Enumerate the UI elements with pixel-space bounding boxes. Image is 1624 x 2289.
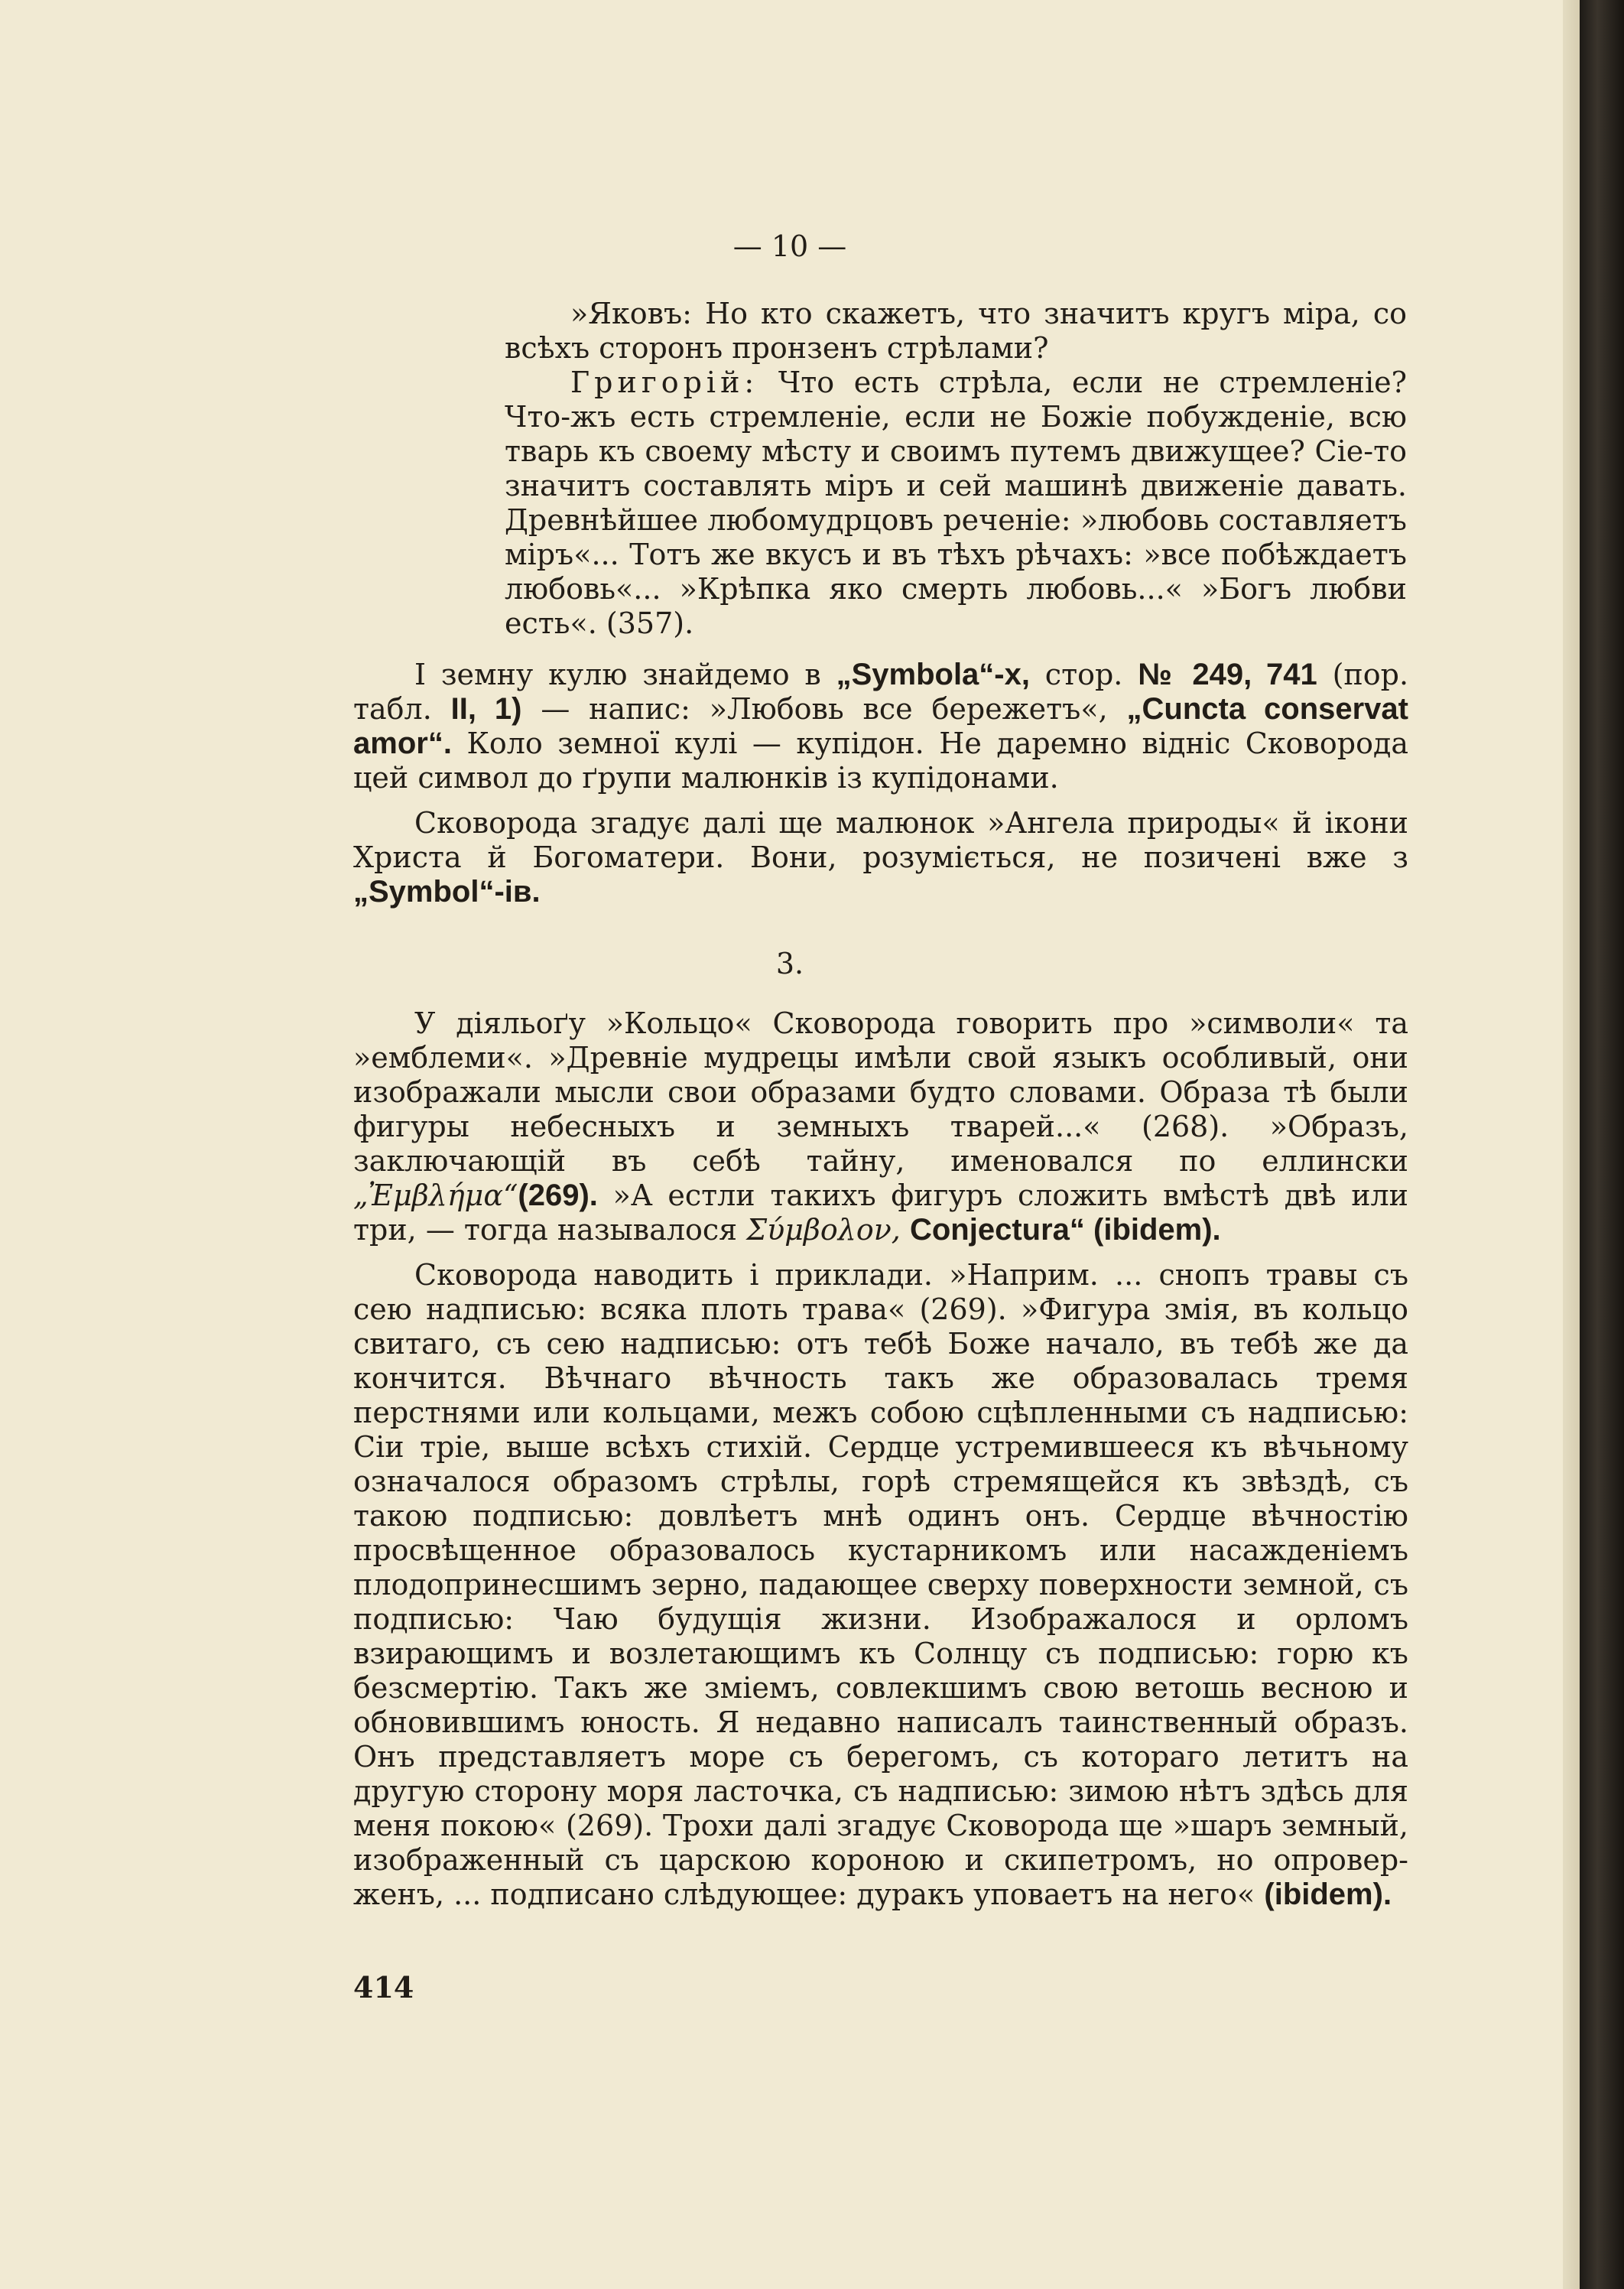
quote-text: Что есть стрѣла, если не стремленіе? Что-жъ есть стремленіе, если не Божіе побужденіе, всю тварь къ своему мѣсту и своимъ путемъ движущее? Сіе-то значитъ составлять міръ и сей машинѣ движеніе давать. Древнѣйшее любомудрцовъ реченіе: »любовь составляетъ міръ«... Тотъ же вкусъ и въ тѣхъ рѣчахъ: »все побѣждаетъ любовь«... »Крѣпка яко смерть любовь...« »Богъ любви есть«. (357). — [505, 366, 1407, 640]
text-run: »А естли такихъ фигуръ сложить вмѣстѣ двѣ или три, — тогда называлося — [353, 1179, 1408, 1247]
ibidem-reference: (ibidem). — [1264, 1878, 1392, 1911]
latin-term: „Symbol“-ів. — [353, 875, 541, 909]
text-run: — напис: »Любовь все бережетъ«, — [521, 692, 1127, 726]
text-run: Сковорода наводить і приклади. »Наприм. ... снопъ травы съ сею надписью: всяка плоть трава« (269). »Фигура змія, въ кольцо свитаго, съ сею надписью: отъ тебѣ Боже начало, въ тебѣ же да кончится. Вѣчнаго вѣчность такъ же образовалась тремя перстнями или кольцами, межъ собою сцѣпленными съ надписью: Сіи тріе, выше всѣхъ стихій. Сердце устремившееся къ вѣчьному означалося образомъ стрѣлы, горѣ стремящейся къ звѣздѣ, съ такою подписью: довлѣетъ мнѣ одинъ онъ. Сердце вѣчностію просвѣщенное образовалось кустарникомъ или насажденіемъ плодопринесшимъ зерно, падающее сверху поверхности земной, съ подписью: Чаю будущія жизни. Изображалося и орломъ взирающимъ и возлетающимъ къ Солнцу съ подписью: горю къ безсмертію. Такъ же зміемъ, совлекшимъ свою ветошь весною и обновившимъ юность. Я недавно написалъ таинственный образъ. Онъ представляетъ море съ берегомъ, съ котораго летитъ на другую сторону моря ласточка, съ надписью: зимою нѣтъ здѣсь для меня покою« (269). Трохи далі згадує Сковорода ще »шаръ земный, изображенный съ царскою короною и скипетромъ, но опроверженъ, ... подписано слѣдующее: дуракъ уповаетъ на него« — [353, 1258, 1408, 1911]
paragraph-globe — [353, 658, 1408, 795]
latin-term: Conjectura“ (ibidem). — [909, 1213, 1221, 1247]
folio-number: 414 — [353, 1970, 414, 2005]
book-binding-edge — [1580, 0, 1624, 2289]
text-run: У діяльоґу »Кольцо« Сковорода говорить про »символи« та »емблеми«. »Древніе мудрецы имѣли свой языкъ особливый, они изображали мысли свои образами будто словами. Образа тѣ были фигуры небесныхъ и земныхъ тварей...« (268). »Образъ, заключающій въ себѣ тайну, именовался по еллински — [353, 1006, 1408, 1178]
section-number: 3. — [775, 947, 804, 980]
latin-motto: „Cuncta conservat amor“. — [353, 692, 1408, 760]
quotation-block — [505, 297, 1407, 641]
body-block-1 — [353, 658, 1408, 920]
body-block-2 — [353, 1006, 1408, 1923]
speaker-name: Григорій: — [570, 366, 759, 399]
page-number: — 10 — — [732, 229, 847, 263]
paragraph-examples — [353, 1258, 1408, 1912]
reference-numbers: № 249, 741 — [1138, 658, 1317, 691]
quote-paragraph-hryhoriy — [505, 366, 1407, 641]
quote-paragraph-yakov: »Яковъ: Но кто скажетъ, что значитъ кругъ міра, со всѣхъ сторонъ пронзенъ стрѣлами? — [505, 297, 1407, 365]
text-run: Коло земної кулі — купідон. Не даремно відніс Сковорода цей символ до ґрупи малюнків із купідонами. — [353, 727, 1408, 795]
text-run: І земну кулю знайдемо в — [414, 658, 836, 691]
text-run: стор. — [1029, 658, 1138, 691]
page-reference: (269). — [518, 1179, 598, 1212]
latin-term: „Symbola“-х, — [836, 658, 1030, 691]
paragraph-angel — [353, 806, 1408, 909]
text-run: (пор. табл. — [353, 658, 1409, 726]
paragraph-symbols — [353, 1006, 1408, 1247]
table-reference: II, 1) — [450, 692, 522, 726]
greek-term: „Ἐμβλήμα“ — [353, 1179, 518, 1212]
greek-term: Σύμβολον, — [746, 1213, 901, 1247]
text-run: Сковорода згадує далі ще малюнок »Ангела природы« й ікони Христа й Богоматери. Вони, розуміється, не позичені вже з — [353, 806, 1408, 874]
